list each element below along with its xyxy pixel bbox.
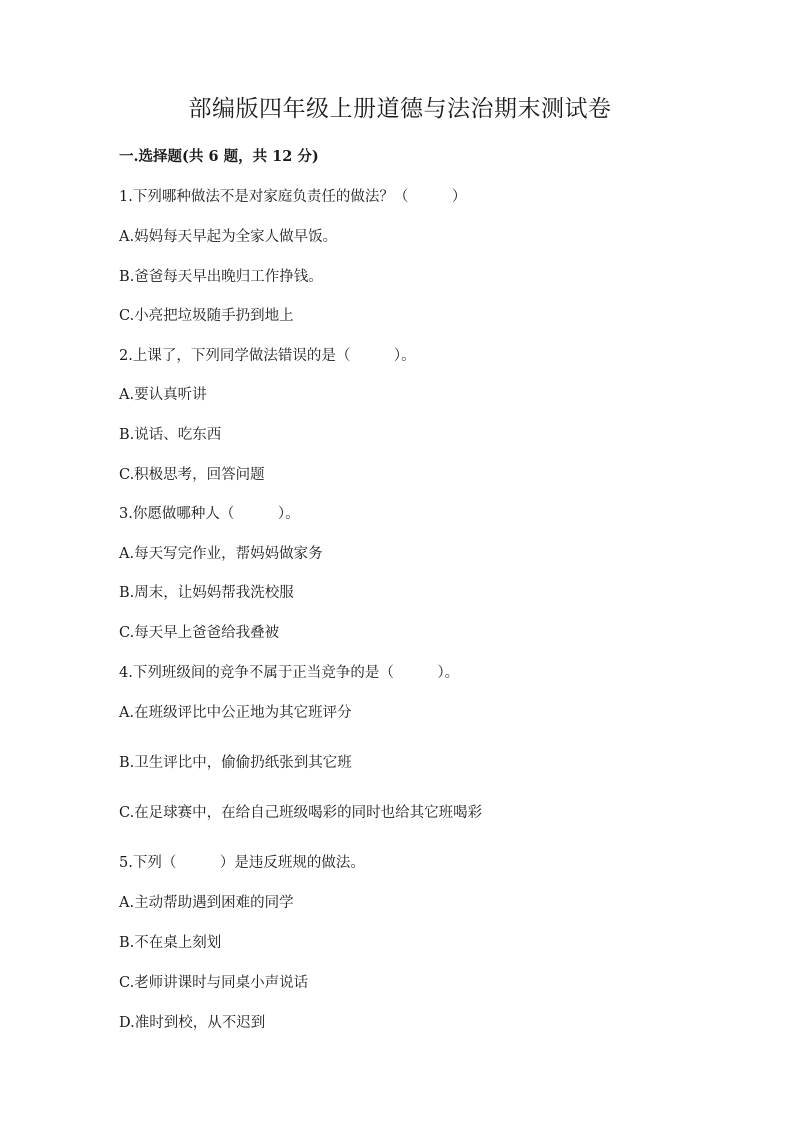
question-1-option-b: B.爸爸每天早出晚归工作挣钱。 bbox=[119, 269, 323, 285]
question-4-option-b: B.卫生评比中，偷偷扔纸张到其它班 bbox=[119, 755, 352, 771]
question-5-option-c: C.老师讲课时与同桌小声说话 bbox=[119, 975, 309, 991]
question-3-stem: 3.你愿做哪种人（ ）。 bbox=[119, 506, 300, 522]
question-5-option-d: D.准时到校，从不迟到 bbox=[119, 1015, 266, 1031]
question-2-option-b: B.说话、吃东西 bbox=[119, 427, 222, 443]
question-2-stem: 2.上课了，下列同学做法错误的是（ ）。 bbox=[119, 348, 416, 364]
question-2-option-a: A.要认真听讲 bbox=[119, 387, 207, 403]
question-1-stem: 1.下列哪种做法不是对家庭负责任的做法？（ ） bbox=[119, 189, 467, 205]
question-4-option-a: A.在班级评比中公正地为其它班评分 bbox=[119, 705, 352, 721]
question-3-option-b: B.周末，让妈妈帮我洗校服 bbox=[119, 585, 294, 601]
question-4-option-c: C.在足球赛中，在给自己班级喝彩的同时也给其它班喝彩 bbox=[119, 805, 483, 821]
question-5-stem: 5.下列（ ）是违反班规的做法。 bbox=[119, 855, 365, 871]
section-heading: 一.选择题(共 6 题，共 12 分) bbox=[119, 148, 319, 165]
question-2-option-c: C.积极思考，回答问题 bbox=[119, 467, 265, 483]
page-title: 部编版四年级上册道德与法治期末测试卷 bbox=[188, 96, 612, 122]
question-5-option-a: A.主动帮助遇到困难的同学 bbox=[119, 895, 294, 911]
question-3-option-c: C.每天早上爸爸给我叠被 bbox=[119, 625, 280, 641]
question-1-option-a: A.妈妈每天早起为全家人做早饭。 bbox=[119, 229, 338, 245]
question-5-option-b: B.不在桌上刻划 bbox=[119, 935, 222, 951]
question-4-stem: 4.下列班级间的竞争不属于正当竞争的是（ ）。 bbox=[119, 665, 460, 681]
question-1-option-c: C.小亮把垃圾随手扔到地上 bbox=[119, 308, 294, 324]
question-3-option-a: A.每天写完作业，帮妈妈做家务 bbox=[119, 546, 323, 562]
